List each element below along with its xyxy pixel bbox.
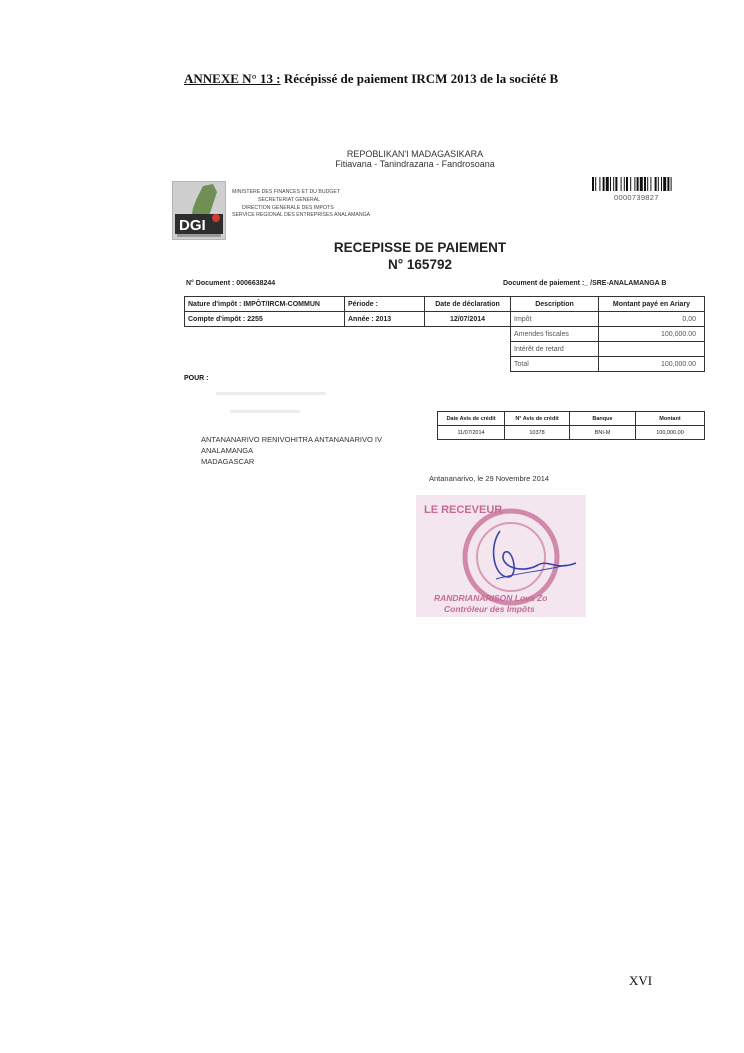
line-amount: 100,000.00 bbox=[599, 327, 705, 342]
stamp-role: Contrôleur des Impôts bbox=[444, 604, 535, 614]
table-row bbox=[185, 327, 705, 342]
address-line: ANTANANARIVO RENIVOHITRA ANTANANARIVO IV bbox=[201, 435, 383, 444]
republic-name: REPOBLIKAN'I MADAGASIKARA bbox=[346, 149, 484, 159]
annex-title: Récépissé de paiement IRCM 2013 de la société B bbox=[283, 71, 559, 86]
stamp-name: RANDRIANARISON Lova Zo bbox=[434, 593, 548, 603]
receipt-number: N° 165792 bbox=[388, 257, 452, 272]
credit-header-amount: Montant bbox=[636, 412, 705, 426]
barcode bbox=[592, 177, 705, 191]
republic-header bbox=[300, 149, 530, 169]
credit-number: 10378 bbox=[505, 426, 570, 440]
ministry-line: DIRECTION GENERALE DES IMPOTS bbox=[242, 204, 334, 211]
line-amount bbox=[599, 342, 705, 357]
credit-header-row bbox=[438, 412, 705, 426]
credit-table bbox=[437, 411, 705, 440]
document-number: N° Document : 0006638244 bbox=[186, 280, 276, 287]
annex-heading bbox=[184, 71, 558, 87]
credit-date: 11/07/2014 bbox=[438, 426, 505, 440]
receipt-title-block bbox=[300, 239, 540, 273]
credit-header-number: N° Avis de crédit bbox=[505, 412, 570, 426]
line-description: Total bbox=[511, 357, 599, 372]
address-block bbox=[201, 434, 382, 467]
tax-year: Année : 2013 bbox=[345, 312, 425, 327]
address-line: MADAGASCAR bbox=[201, 457, 255, 466]
barcode-number: 0000739827 bbox=[614, 193, 659, 202]
ministry-line: SERVICE REGIONAL DES ENTREPRISES ANALAMANGA bbox=[232, 212, 371, 219]
line-description: Amendes fiscales bbox=[511, 327, 599, 342]
table-row bbox=[438, 426, 705, 440]
pour-label: POUR : bbox=[184, 375, 209, 382]
table-row bbox=[185, 357, 705, 372]
credit-header-bank: Banque bbox=[570, 412, 636, 426]
credit-bank: BNI-M bbox=[570, 426, 636, 440]
line-description: Intérêt de retard bbox=[511, 342, 599, 357]
ministry-block bbox=[232, 189, 370, 220]
header-period: Période : bbox=[345, 297, 425, 312]
place-date: Antananarivo, le 29 Novembre 2014 bbox=[429, 474, 550, 483]
payment-document: Document de paiement :_ /SRE-ANALAMANGA B bbox=[503, 280, 667, 287]
redacted-line bbox=[216, 392, 326, 395]
header-declaration-date: Date de déclaration bbox=[425, 297, 511, 312]
line-amount: 0,00 bbox=[599, 312, 705, 327]
table-header-row bbox=[185, 297, 705, 312]
header-nature: Nature d'impôt : IMPÔT/IRCM-COMMUN bbox=[185, 297, 345, 312]
table-row bbox=[185, 342, 705, 357]
stamp-title: LE RECEVEUR bbox=[424, 504, 503, 516]
dgi-logo-icon bbox=[172, 181, 226, 240]
republic-motto: Fitiavana - Tanindrazana - Fandrosoana bbox=[335, 159, 495, 169]
official-stamp-icon bbox=[416, 495, 586, 617]
line-description: Impôt bbox=[511, 312, 599, 327]
header-amount: Montant payé en Ariary bbox=[599, 297, 705, 312]
ministry-line: MINISTERE DES FINANCES ET DU BUDGET bbox=[232, 189, 340, 195]
tax-account: Compte d'impôt : 2255 bbox=[185, 312, 345, 327]
annex-label: ANNEXE N° 13 : bbox=[184, 71, 281, 86]
redacted-line bbox=[230, 410, 300, 413]
page-number: XVI bbox=[629, 973, 653, 988]
payment-table bbox=[184, 296, 705, 372]
table-row bbox=[185, 312, 705, 327]
line-amount: 100,000.00 bbox=[599, 357, 705, 372]
address-line: ANALAMANGA bbox=[201, 446, 254, 455]
header-description: Description bbox=[511, 297, 599, 312]
credit-header-date: Date Avis de crédit bbox=[438, 412, 505, 426]
receipt-title: RECEPISSE DE PAIEMENT bbox=[333, 240, 507, 255]
ministry-line: SECRETERIAT GENERAL bbox=[258, 196, 321, 203]
logo-text: DGI bbox=[179, 217, 206, 234]
declaration-date: 12/07/2014 bbox=[425, 312, 511, 327]
credit-amount: 100,000.00 bbox=[636, 426, 705, 440]
